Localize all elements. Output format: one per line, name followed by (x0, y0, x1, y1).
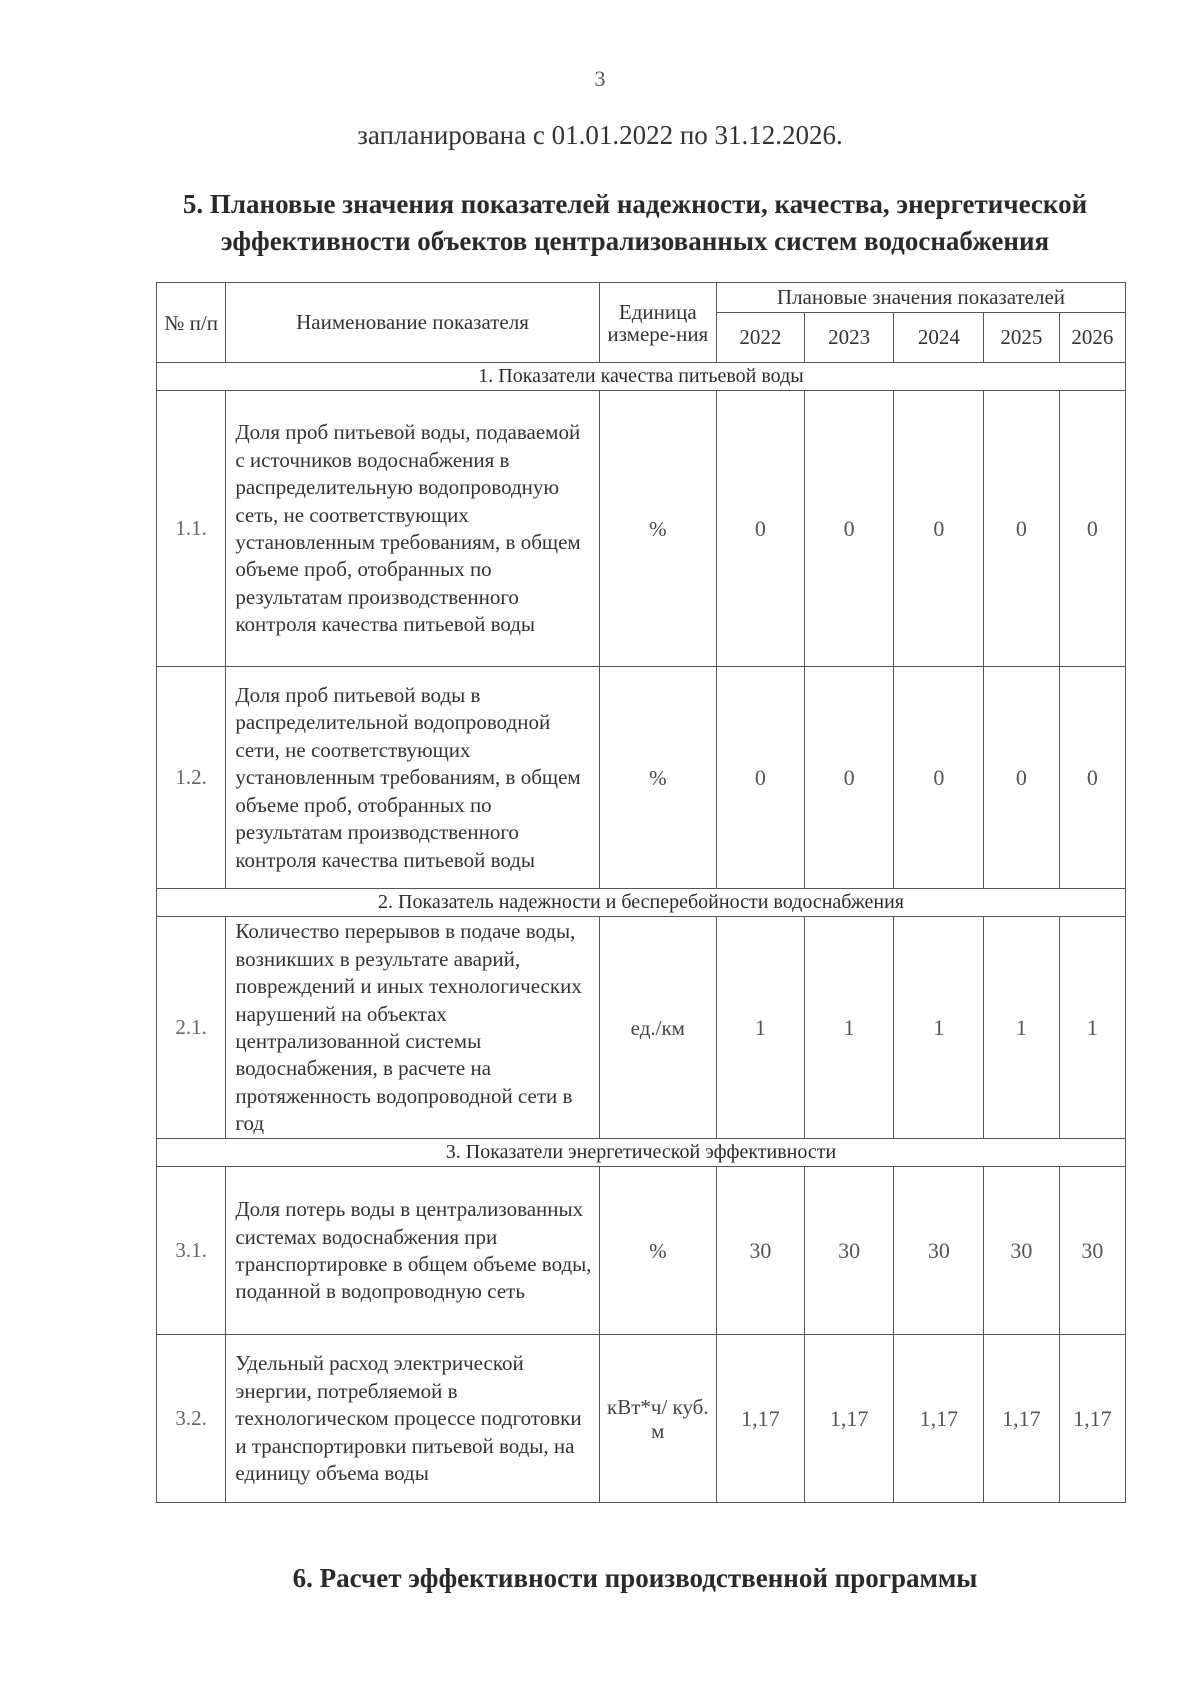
row-value-2023: 30 (804, 1167, 894, 1335)
intro-line: запланирована с 01.01.2022 по 31.12.2026. (357, 120, 843, 150)
header-year-2022: 2022 (716, 313, 804, 363)
group-title-energy-efficiency: 3. Показатели энергетической эффективности (157, 1139, 1126, 1167)
indicators-table (156, 282, 1126, 1503)
row-value-2026: 1 (1059, 917, 1125, 1139)
row-indicator-name: Доля проб питьевой воды в распределительной водопроводной сети, не соответствующих установленным требованиям, в общем объеме проб, отобранных по результатам производственного контроля качества питьевой воды (226, 667, 599, 889)
row-value-2024: 1,17 (894, 1335, 984, 1503)
row-value-2022: 1 (716, 917, 804, 1139)
header-planned-values: Плановые значения показателей (716, 283, 1125, 313)
row-value-2022: 1,17 (716, 1335, 804, 1503)
header-year-2026: 2026 (1059, 313, 1125, 363)
row-unit: кВт*ч/ куб. м (599, 1335, 716, 1503)
row-value-2023: 1 (804, 917, 894, 1139)
table-row (157, 391, 1126, 667)
row-number: 2.1. (157, 917, 226, 1139)
table-row (157, 917, 1126, 1139)
row-value-2026: 30 (1059, 1167, 1125, 1335)
row-indicator-name: Доля потерь воды в централизованных системах водоснабжения при транспортировке в общем объеме воды, поданной в водопроводную сеть (226, 1167, 599, 1335)
row-value-2023: 0 (804, 667, 894, 889)
row-value-2024: 1 (894, 917, 984, 1139)
section-5-heading (140, 186, 1130, 260)
section-6-heading: 6. Расчет эффективности производственной программы (292, 1563, 978, 1593)
row-value-2022: 30 (716, 1167, 804, 1335)
row-value-2022: 0 (716, 391, 804, 667)
row-unit: % (599, 1167, 716, 1335)
section-5-heading-line-2: эффективности объектов централизованных систем водоснабжения (220, 226, 1050, 256)
row-number: 3.2. (157, 1335, 226, 1503)
group-title-quality: 1. Показатели качества питьевой воды (157, 363, 1126, 391)
header-year-2025: 2025 (984, 313, 1059, 363)
section-5-heading-line-1: 5. Плановые значения показателей надежности, качества, энергетической (182, 189, 1088, 219)
row-indicator-name: Доля проб питьевой воды, подаваемой с источников водоснабжения в распределительную водопроводную сеть, не соответствующих установленным требованиям, в общем объеме проб, отобранных по результатам производственного контроля качества питьевой воды (226, 391, 599, 667)
row-number: 1.2. (157, 667, 226, 889)
row-value-2022: 0 (716, 667, 804, 889)
row-value-2024: 0 (894, 391, 984, 667)
row-value-2025: 0 (984, 667, 1059, 889)
header-year-2023: 2023 (804, 313, 894, 363)
row-unit: % (599, 667, 716, 889)
header-unit: Единица измере-ния (599, 283, 716, 363)
row-value-2025: 1 (984, 917, 1059, 1139)
row-value-2025: 1,17 (984, 1335, 1059, 1503)
header-year-2024: 2024 (894, 313, 984, 363)
row-value-2026: 0 (1059, 667, 1125, 889)
row-value-2025: 30 (984, 1167, 1059, 1335)
header-indicator-name: Наименование показателя (226, 283, 599, 363)
row-indicator-name: Количество перерывов в подаче воды, возникших в результате аварий, повреждений и иных технологических нарушений на объектах централизованной системы водоснабжения, в расчете на протяженность водопроводной сети в год (226, 917, 599, 1139)
page-number: 3 (594, 66, 606, 91)
row-value-2023: 0 (804, 391, 894, 667)
row-value-2024: 0 (894, 667, 984, 889)
header-number: № п/п (157, 283, 226, 363)
table-row (157, 667, 1126, 889)
row-value-2026: 1,17 (1059, 1335, 1125, 1503)
row-value-2024: 30 (894, 1167, 984, 1335)
table-row (157, 1335, 1126, 1503)
row-unit: % (599, 391, 716, 667)
table-row (157, 1167, 1126, 1335)
row-value-2023: 1,17 (804, 1335, 894, 1503)
row-number: 1.1. (157, 391, 226, 667)
row-indicator-name: Удельный расход электрической энергии, потребляемой в технологическом процессе подготовки и транспортировки питьевой воды, на единицу объема воды (226, 1335, 599, 1503)
row-unit: ед./км (599, 917, 716, 1139)
row-number: 3.1. (157, 1167, 226, 1335)
group-title-reliability: 2. Показатель надежности и бесперебойности водоснабжения (157, 889, 1126, 917)
row-value-2025: 0 (984, 391, 1059, 667)
row-value-2026: 0 (1059, 391, 1125, 667)
